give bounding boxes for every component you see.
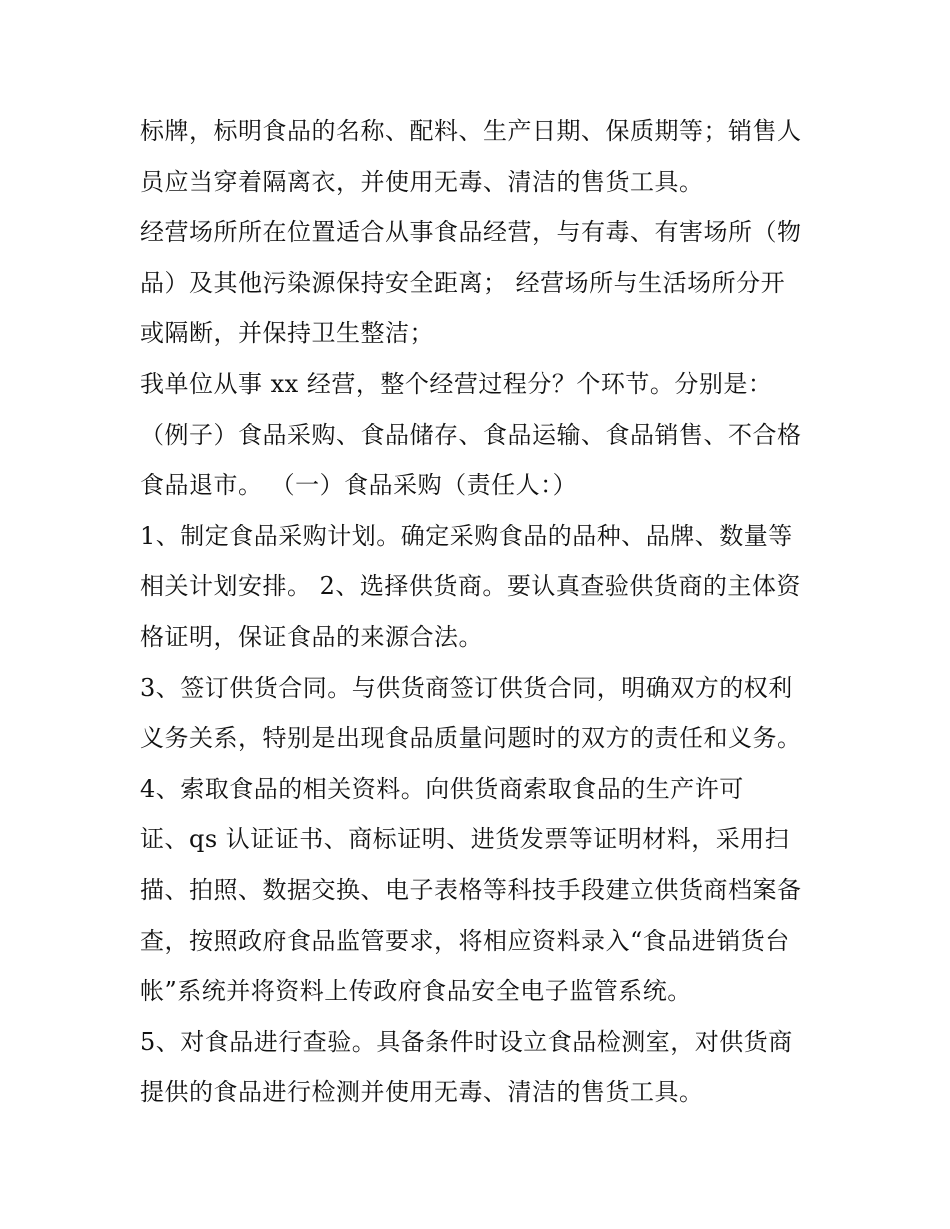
paragraph-2: [140, 207, 820, 359]
text-line: 经营场所所在位置适合从事食品经营，与有毒、有害场所（物: [140, 218, 802, 247]
paragraph-6: [140, 764, 820, 1017]
text-line: 或隔断，并保持卫生整洁；: [140, 319, 434, 348]
text-line: 查，按照政府食品监管要求，将相应资料录入“食品进销货台: [140, 926, 790, 955]
paragraph-5: [140, 663, 820, 764]
text-line: 3、签订供货合同。与供货商签订供货合同，明确双方的权利: [140, 673, 793, 702]
text-line: （例子）食品采购、食品储存、食品运输、食品销售、不合格: [140, 420, 802, 449]
text-line: 相关计划安排。 2、选择供货商。要认真查验供货商的主体资: [140, 572, 801, 601]
document-body: [140, 106, 820, 1118]
text-line: 我单位从事 xx 经营，整个经营过程分？个环节。分别是：: [140, 369, 773, 398]
text-line: 提供的食品进行检测并使用无毒、清洁的售货工具。: [140, 1078, 704, 1107]
paragraph-3: [140, 359, 820, 511]
text-line: 描、拍照、数据交换、电子表格等科技手段建立供货商档案备: [140, 875, 802, 904]
text-line: 1、制定食品采购计划。确定采购食品的品种、品牌、数量等: [140, 521, 793, 550]
text-line: 标牌，标明食品的名称、配料、生产日期、保质期等；销售人: [140, 117, 802, 145]
text-line: 品）及其他污染源保持安全距离； 经营场所与生活场所分开: [140, 268, 786, 297]
text-line: 4、索取食品的相关资料。向供货商索取食品的生产许可: [140, 774, 744, 803]
text-line: 证、qs 认证证书、商标证明、进货发票等证明材料，采用扫: [140, 825, 790, 854]
paragraph-4: [140, 511, 820, 663]
text-line: 员应当穿着隔离衣，并使用无毒、清洁的售货工具。: [140, 167, 704, 196]
text-line: 食品退市。 （一）食品采购（责任人：）: [140, 471, 578, 500]
text-line: 格证明，保证食品的来源合法。: [140, 622, 483, 651]
paragraph-1: [140, 106, 820, 207]
text-line: 5、对食品进行查验。具备条件时设立食品检测室，对供货商: [140, 1027, 793, 1056]
paragraph-7: [140, 1017, 820, 1118]
text-line: 帐”系统并将资料上传政府食品安全电子监管系统。: [140, 977, 692, 1006]
text-line: 义务关系，特别是出现食品质量问题时的双方的责任和义务。: [140, 724, 802, 753]
